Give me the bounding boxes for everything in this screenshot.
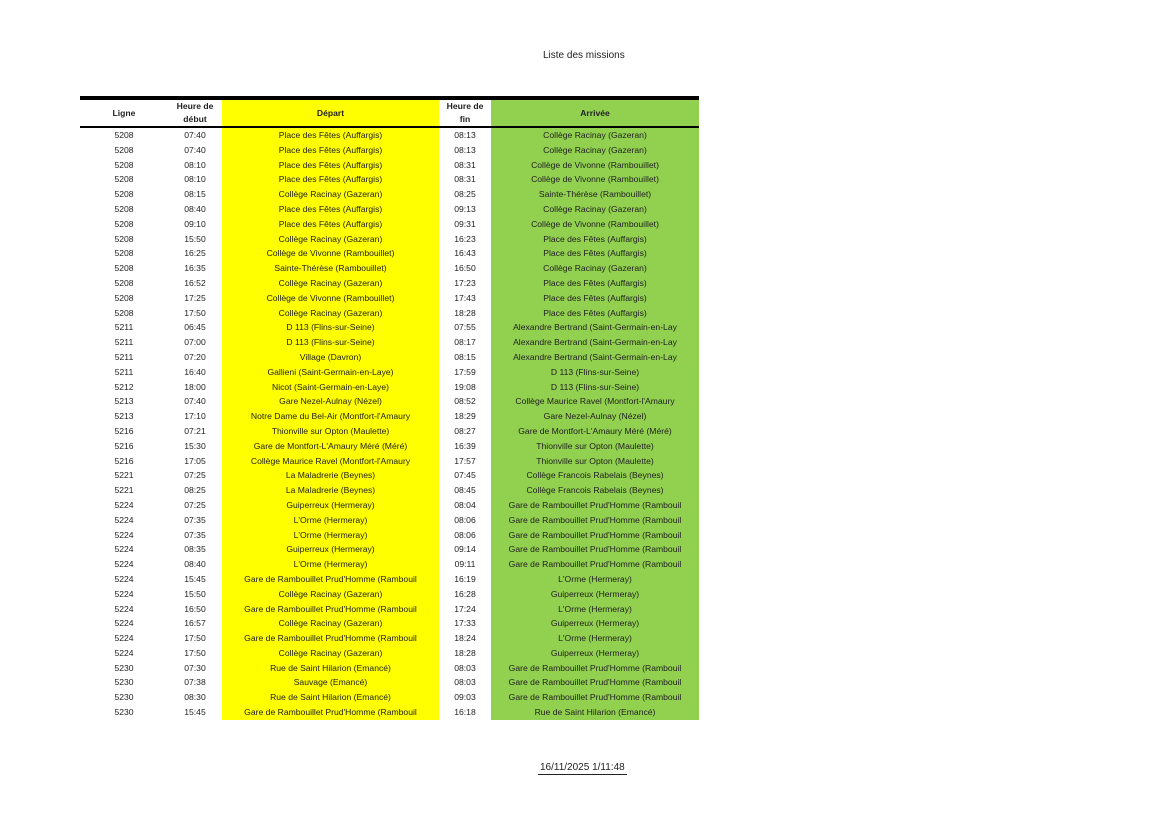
cell-arrivee: Collège Racinay (Gazeran)	[491, 127, 699, 143]
cell-arrivee: Thionville sur Opton (Maulette)	[491, 454, 699, 469]
cell-depart: Gare de Rambouillet Prud'Homme (Rambouil	[222, 572, 439, 587]
cell-heure-fin: 16:50	[454, 263, 476, 274]
cell-heure-debut: 07:00	[184, 337, 206, 348]
cell-depart: L'Orme (Hermeray)	[222, 557, 439, 572]
cell-ligne: 5224	[114, 573, 134, 584]
cell-ligne: 5208	[114, 248, 134, 259]
cell-depart: Village (Davron)	[222, 350, 439, 365]
cell-heure-debut: 08:10	[184, 174, 206, 185]
cell-arrivee: Alexandre Bertrand (Saint-Germain-en-Lay	[491, 350, 699, 365]
cell-ligne: 5221	[114, 485, 134, 496]
cell-arrivee: Gare de Rambouillet Prud'Homme (Rambouil	[491, 498, 699, 513]
cell-heure-fin: 08:03	[454, 677, 476, 688]
cell-heure-debut: 08:40	[184, 203, 206, 214]
cell-arrivee: Place des Fêtes (Auffargis)	[491, 291, 699, 306]
cell-ligne: 5224	[114, 514, 134, 525]
cell-heure-fin: 18:29	[454, 411, 476, 422]
cell-heure-debut: 17:50	[184, 307, 206, 318]
cell-heure-debut: 16:50	[184, 603, 206, 614]
cell-heure-fin: 09:13	[454, 203, 476, 214]
cell-depart: Collège Racinay (Gazeran)	[222, 187, 439, 202]
cell-arrivee: Collège Francois Rabelais (Beynes)	[491, 483, 699, 498]
cell-heure-debut: 08:25	[184, 485, 206, 496]
table-row	[80, 276, 699, 291]
table-row	[80, 587, 699, 602]
table-row	[80, 616, 699, 631]
table-row	[80, 246, 699, 261]
cell-heure-fin: 16:28	[454, 588, 476, 599]
cell-ligne: 5216	[114, 425, 134, 436]
cell-heure-debut: 15:50	[184, 588, 206, 599]
cell-depart: Place des Fêtes (Auffargis)	[222, 143, 439, 158]
cell-depart: Gare de Rambouillet Prud'Homme (Rambouil	[222, 631, 439, 646]
cell-heure-debut: 08:35	[184, 544, 206, 555]
cell-ligne: 5208	[114, 263, 134, 274]
cell-arrivee: Guiperreux (Hermeray)	[491, 646, 699, 661]
cell-heure-fin: 08:45	[454, 485, 476, 496]
cell-arrivee: D 113 (Flins-sur-Seine)	[491, 380, 699, 395]
cell-heure-debut: 08:30	[184, 692, 206, 703]
table-row	[80, 202, 699, 217]
cell-arrivee: Place des Fêtes (Auffargis)	[491, 276, 699, 291]
header-ligne: Ligne	[80, 98, 168, 127]
cell-ligne: 5224	[114, 559, 134, 570]
table-row	[80, 217, 699, 232]
cell-heure-fin: 08:06	[454, 529, 476, 540]
cell-heure-fin: 07:45	[454, 470, 476, 481]
cell-arrivee: Gare de Rambouillet Prud'Homme (Rambouil	[491, 542, 699, 557]
header-heure-debut: Heure de début	[168, 98, 222, 127]
cell-heure-fin: 09:11	[454, 559, 476, 570]
cell-heure-fin: 18:28	[454, 307, 476, 318]
cell-depart: Gallieni (Saint-Germain-en-Laye)	[222, 365, 439, 380]
cell-heure-debut: 07:30	[184, 662, 206, 673]
cell-heure-debut: 16:25	[184, 248, 206, 259]
cell-arrivee: Collège Racinay (Gazeran)	[491, 202, 699, 217]
cell-heure-debut: 07:35	[184, 514, 206, 525]
cell-heure-debut: 16:40	[184, 366, 206, 377]
table-row	[80, 498, 699, 513]
cell-heure-fin: 08:27	[454, 425, 476, 436]
cell-heure-fin: 09:03	[454, 692, 476, 703]
table-row	[80, 187, 699, 202]
cell-depart: Rue de Saint Hilarion (Emancé)	[222, 661, 439, 676]
cell-ligne: 5208	[114, 203, 134, 214]
cell-depart: Collège Racinay (Gazeran)	[222, 616, 439, 631]
cell-heure-fin: 16:18	[454, 707, 476, 718]
cell-ligne: 5224	[114, 588, 134, 599]
table-row	[80, 306, 699, 321]
cell-ligne: 5230	[114, 677, 134, 688]
table-header	[80, 98, 699, 127]
table-row	[80, 365, 699, 380]
cell-depart: D 113 (Flins-sur-Seine)	[222, 335, 439, 350]
table-row	[80, 439, 699, 454]
cell-ligne: 5208	[114, 189, 134, 200]
cell-heure-fin: 09:14	[454, 544, 476, 555]
cell-heure-debut: 06:45	[184, 322, 206, 333]
table-row	[80, 380, 699, 395]
cell-ligne: 5211	[114, 337, 134, 348]
cell-ligne: 5212	[114, 381, 134, 392]
cell-ligne: 5224	[114, 603, 134, 614]
cell-heure-debut: 16:35	[184, 263, 206, 274]
cell-arrivee: Collège Francois Rabelais (Beynes)	[491, 468, 699, 483]
table-row	[80, 424, 699, 439]
cell-depart: La Maladrerie (Beynes)	[222, 483, 439, 498]
cell-heure-debut: 17:05	[184, 455, 206, 466]
cell-depart: Collège Racinay (Gazeran)	[222, 232, 439, 247]
cell-arrivee: Gare de Rambouillet Prud'Homme (Rambouil	[491, 675, 699, 690]
cell-depart: L'Orme (Hermeray)	[222, 528, 439, 543]
cell-heure-fin: 08:04	[454, 499, 476, 510]
cell-ligne: 5211	[114, 351, 134, 362]
cell-arrivee: Gare de Rambouillet Prud'Homme (Rambouil	[491, 557, 699, 572]
table-row	[80, 675, 699, 690]
header-heure-fin: Heure de fin	[439, 98, 491, 127]
table-row	[80, 690, 699, 705]
table-row	[80, 631, 699, 646]
table-row	[80, 291, 699, 306]
cell-heure-debut: 18:00	[184, 381, 206, 392]
table-row	[80, 483, 699, 498]
cell-arrivee: Collège Racinay (Gazeran)	[491, 261, 699, 276]
cell-depart: Notre Dame du Bel-Air (Montfort-l'Amaury	[222, 409, 439, 424]
cell-heure-debut: 17:50	[184, 647, 206, 658]
table-row	[80, 158, 699, 173]
cell-arrivee: Collège Maurice Ravel (Montfort-l'Amaury	[491, 394, 699, 409]
cell-heure-fin: 08:52	[454, 396, 476, 407]
cell-ligne: 5230	[114, 707, 134, 718]
cell-arrivee: Gare de Rambouillet Prud'Homme (Rambouil	[491, 528, 699, 543]
cell-ligne: 5224	[114, 633, 134, 644]
cell-heure-debut: 17:50	[184, 633, 206, 644]
cell-ligne: 5224	[114, 499, 134, 510]
cell-depart: Nicot (Saint-Germain-en-Laye)	[222, 380, 439, 395]
cell-ligne: 5208	[114, 292, 134, 303]
cell-ligne: 5208	[114, 144, 134, 155]
cell-depart: Sainte-Thérèse (Rambouillet)	[222, 261, 439, 276]
cell-heure-debut: 16:57	[184, 618, 206, 629]
cell-ligne: 5216	[114, 455, 134, 466]
cell-ligne: 5213	[114, 411, 134, 422]
table-row	[80, 127, 699, 143]
cell-arrivee: Gare Nezel-Aulnay (Nézel)	[491, 409, 699, 424]
cell-depart: Collège de Vivonne (Rambouillet)	[222, 291, 439, 306]
cell-heure-fin: 18:28	[454, 647, 476, 658]
cell-depart: Collège Racinay (Gazeran)	[222, 646, 439, 661]
cell-arrivee: L'Orme (Hermeray)	[491, 631, 699, 646]
cell-depart: D 113 (Flins-sur-Seine)	[222, 320, 439, 335]
cell-depart: Gare de Montfort-L'Amaury Méré (Méré)	[222, 439, 439, 454]
cell-arrivee: Guiperreux (Hermeray)	[491, 616, 699, 631]
cell-heure-fin: 08:15	[454, 351, 476, 362]
cell-heure-fin: 17:43	[454, 292, 476, 303]
cell-depart: Place des Fêtes (Auffargis)	[222, 172, 439, 187]
cell-depart: Thionville sur Opton (Maulette)	[222, 424, 439, 439]
cell-heure-fin: 08:17	[454, 337, 476, 348]
cell-depart: L'Orme (Hermeray)	[222, 513, 439, 528]
cell-heure-debut: 17:10	[184, 411, 206, 422]
cell-depart: Gare de Rambouillet Prud'Homme (Rambouil	[222, 705, 439, 720]
cell-ligne: 5208	[114, 130, 134, 140]
cell-heure-debut: 15:45	[184, 573, 206, 584]
cell-depart: Place des Fêtes (Auffargis)	[222, 158, 439, 173]
cell-ligne: 5224	[114, 647, 134, 658]
cell-heure-fin: 08:13	[454, 144, 476, 155]
cell-heure-fin: 08:06	[454, 514, 476, 525]
table-row	[80, 557, 699, 572]
cell-ligne: 5230	[114, 692, 134, 703]
cell-ligne: 5221	[114, 470, 134, 481]
table-row	[80, 528, 699, 543]
cell-heure-debut: 15:30	[184, 440, 206, 451]
cell-heure-fin: 18:24	[454, 633, 476, 644]
cell-ligne: 5208	[114, 159, 134, 170]
cell-depart: Gare Nezel-Aulnay (Nézel)	[222, 394, 439, 409]
cell-heure-debut: 07:40	[184, 144, 206, 155]
cell-depart: Guiperreux (Hermeray)	[222, 498, 439, 513]
table-row	[80, 409, 699, 424]
cell-heure-debut: 07:25	[184, 470, 206, 481]
cell-heure-fin: 07:55	[454, 322, 476, 333]
cell-heure-fin: 16:39	[454, 440, 476, 451]
cell-arrivee: L'Orme (Hermeray)	[491, 602, 699, 617]
cell-heure-debut: 17:25	[184, 292, 206, 303]
header-depart: Départ	[222, 98, 439, 127]
table-row	[80, 468, 699, 483]
cell-arrivee: D 113 (Flins-sur-Seine)	[491, 365, 699, 380]
cell-arrivee: Sainte-Thérèse (Rambouillet)	[491, 187, 699, 202]
cell-heure-fin: 08:03	[454, 662, 476, 673]
cell-heure-debut: 09:10	[184, 218, 206, 229]
table-row	[80, 394, 699, 409]
cell-arrivee: Rue de Saint Hilarion (Emancé)	[491, 705, 699, 720]
cell-ligne: 5230	[114, 662, 134, 673]
cell-depart: Place des Fêtes (Auffargis)	[222, 202, 439, 217]
cell-depart: Rue de Saint Hilarion (Emancé)	[222, 690, 439, 705]
cell-heure-fin: 17:23	[454, 277, 476, 288]
cell-heure-debut: 07:20	[184, 351, 206, 362]
cell-depart: Collège Maurice Ravel (Montfort-l'Amaury	[222, 454, 439, 469]
cell-heure-debut: 15:45	[184, 707, 206, 718]
cell-arrivee: L'Orme (Hermeray)	[491, 572, 699, 587]
cell-ligne: 5224	[114, 618, 134, 629]
cell-depart: Place des Fêtes (Auffargis)	[222, 127, 439, 143]
cell-heure-fin: 08:31	[454, 159, 476, 170]
cell-arrivee: Gare de Rambouillet Prud'Homme (Rambouil	[491, 690, 699, 705]
cell-depart: La Maladrerie (Beynes)	[222, 468, 439, 483]
cell-ligne: 5208	[114, 174, 134, 185]
cell-depart: Collège Racinay (Gazeran)	[222, 306, 439, 321]
cell-heure-debut: 08:15	[184, 189, 206, 200]
cell-depart: Sauvage (Emancé)	[222, 675, 439, 690]
table-row	[80, 513, 699, 528]
table-row	[80, 143, 699, 158]
cell-arrivee: Guiperreux (Hermeray)	[491, 587, 699, 602]
cell-arrivee: Place des Fêtes (Auffargis)	[491, 306, 699, 321]
cell-ligne: 5211	[114, 322, 134, 333]
cell-heure-fin: 17:33	[454, 618, 476, 629]
cell-heure-fin: 08:13	[454, 130, 476, 140]
cell-heure-fin: 17:57	[454, 455, 476, 466]
table-row	[80, 705, 699, 720]
table-row	[80, 661, 699, 676]
cell-heure-debut: 07:35	[184, 529, 206, 540]
cell-heure-fin: 09:31	[454, 218, 476, 229]
table-row	[80, 572, 699, 587]
cell-heure-fin: 16:23	[454, 233, 476, 244]
cell-heure-debut: 07:21	[184, 425, 206, 436]
table-row	[80, 542, 699, 557]
cell-heure-debut: 08:40	[184, 559, 206, 570]
cell-ligne: 5208	[114, 277, 134, 288]
cell-depart: Gare de Rambouillet Prud'Homme (Rambouil	[222, 602, 439, 617]
cell-depart: Collège Racinay (Gazeran)	[222, 276, 439, 291]
cell-arrivee: Alexandre Bertrand (Saint-Germain-en-Lay	[491, 320, 699, 335]
cell-heure-debut: 16:52	[184, 277, 206, 288]
table-row	[80, 335, 699, 350]
cell-heure-fin: 16:19	[454, 573, 476, 584]
missions-table-wrap	[80, 96, 699, 720]
table-row	[80, 350, 699, 365]
cell-arrivee: Collège de Vivonne (Rambouillet)	[491, 172, 699, 187]
cell-arrivee: Collège Racinay (Gazeran)	[491, 143, 699, 158]
table-row	[80, 172, 699, 187]
table-row	[80, 646, 699, 661]
cell-heure-debut: 15:50	[184, 233, 206, 244]
cell-arrivee: Alexandre Bertrand (Saint-Germain-en-Lay	[491, 335, 699, 350]
cell-ligne: 5216	[114, 440, 134, 451]
missions-table	[80, 96, 699, 720]
cell-heure-fin: 16:43	[454, 248, 476, 259]
cell-ligne: 5224	[114, 544, 134, 555]
cell-arrivee: Thionville sur Opton (Maulette)	[491, 439, 699, 454]
header-arrivee: Arrivée	[491, 98, 699, 127]
cell-ligne: 5208	[114, 233, 134, 244]
cell-depart: Collège de Vivonne (Rambouillet)	[222, 246, 439, 261]
cell-heure-debut: 07:40	[184, 396, 206, 407]
cell-heure-fin: 08:31	[454, 174, 476, 185]
table-row	[80, 602, 699, 617]
cell-heure-fin: 17:24	[454, 603, 476, 614]
cell-arrivee: Collège de Vivonne (Rambouillet)	[491, 217, 699, 232]
cell-depart: Collège Racinay (Gazeran)	[222, 587, 439, 602]
cell-ligne: 5213	[114, 396, 134, 407]
cell-ligne: 5211	[114, 366, 134, 377]
cell-depart: Guiperreux (Hermeray)	[222, 542, 439, 557]
cell-ligne: 5224	[114, 529, 134, 540]
cell-arrivee: Place des Fêtes (Auffargis)	[491, 232, 699, 247]
cell-heure-fin: 08:25	[454, 189, 476, 200]
cell-arrivee: Place des Fêtes (Auffargis)	[491, 246, 699, 261]
table-row	[80, 232, 699, 247]
cell-heure-debut: 07:40	[184, 130, 206, 140]
print-timestamp: 16/11/2025 1/11:48	[540, 762, 625, 773]
table-row	[80, 261, 699, 276]
cell-heure-debut: 07:38	[184, 677, 206, 688]
cell-ligne: 5208	[114, 307, 134, 318]
cell-heure-debut: 07:25	[184, 499, 206, 510]
cell-arrivee: Collège de Vivonne (Rambouillet)	[491, 158, 699, 173]
table-body	[80, 127, 699, 720]
cell-arrivee: Gare de Rambouillet Prud'Homme (Rambouil	[491, 661, 699, 676]
cell-arrivee: Gare de Montfort-L'Amaury Méré (Méré)	[491, 424, 699, 439]
cell-depart: Place des Fêtes (Auffargis)	[222, 217, 439, 232]
cell-heure-fin: 17:59	[454, 366, 476, 377]
table-row	[80, 454, 699, 469]
cell-ligne: 5208	[114, 218, 134, 229]
cell-heure-fin: 19:08	[454, 381, 476, 392]
cell-arrivee: Gare de Rambouillet Prud'Homme (Rambouil	[491, 513, 699, 528]
cell-heure-debut: 08:10	[184, 159, 206, 170]
table-row	[80, 320, 699, 335]
